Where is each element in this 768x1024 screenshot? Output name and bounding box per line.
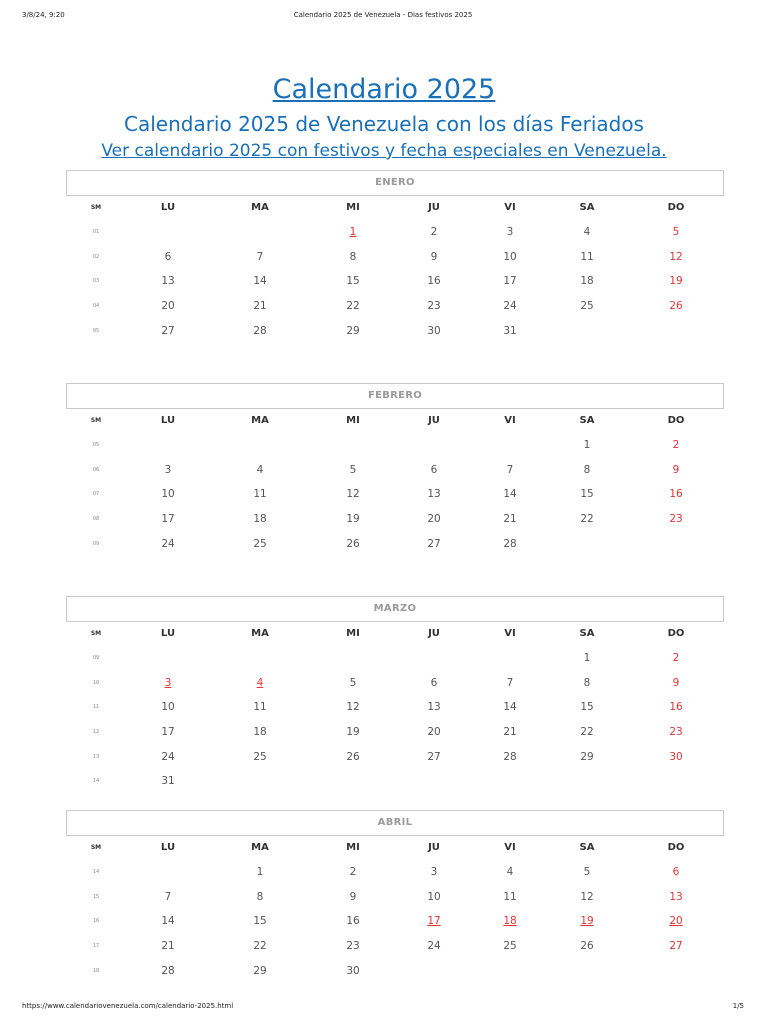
week-number-header: SM — [90, 630, 102, 637]
day-cell: 24 — [161, 750, 175, 763]
weekday-header: LU — [160, 202, 176, 213]
weekday-header: JU — [428, 415, 440, 426]
day-cell: 3 — [164, 463, 172, 476]
day-cell: 13 — [669, 890, 683, 903]
day-cell: 5 — [349, 676, 357, 689]
page-subtitle: Calendario 2025 de Venezuela con los días Feriados — [124, 112, 644, 136]
day-cell: 22 — [580, 513, 594, 526]
day-cell: 19 — [346, 726, 360, 739]
weekday-header: SA — [579, 202, 595, 213]
day-cell: 1 — [256, 866, 264, 878]
weekday-header: JU — [428, 628, 440, 639]
day-cell: 1 — [583, 439, 591, 451]
weekday-header-row — [66, 409, 724, 433]
month-header: MARZO — [66, 596, 724, 622]
weekday-header: VI — [504, 842, 516, 853]
day-cell: 28 — [253, 324, 267, 337]
day-cell: 20 — [427, 726, 441, 739]
day-cell: 31 — [503, 324, 517, 337]
week-row — [66, 959, 724, 984]
day-cell: 15 — [580, 701, 594, 714]
day-cell: 5 — [349, 463, 357, 476]
holiday-day-link[interactable]: 17 — [427, 915, 441, 928]
day-cell: 12 — [669, 250, 683, 263]
week-row — [66, 646, 724, 671]
day-cell: 25 — [253, 750, 267, 763]
weekday-header: VI — [504, 415, 516, 426]
week-number: 07 — [92, 491, 100, 498]
day-cell: 3 — [430, 866, 438, 878]
day-cell: 16 — [669, 488, 683, 501]
day-cell: 16 — [427, 275, 441, 288]
day-cell: 8 — [583, 463, 591, 476]
day-cell: 19 — [669, 275, 683, 288]
day-cell: 9 — [349, 890, 357, 903]
day-cell: 26 — [669, 300, 683, 313]
weekday-header-row — [66, 622, 724, 646]
weekday-header: MA — [251, 415, 269, 426]
day-cell: 31 — [161, 775, 175, 788]
day-cell: 17 — [161, 726, 175, 739]
day-cell: 6 — [672, 866, 680, 878]
day-cell: 11 — [503, 890, 517, 903]
week-row — [66, 507, 724, 532]
week-row — [66, 269, 724, 294]
week-number: 06 — [92, 466, 100, 473]
day-cell: 8 — [583, 676, 591, 689]
day-cell: 8 — [349, 250, 357, 263]
day-cell: 23 — [669, 513, 683, 526]
week-row — [66, 458, 724, 483]
day-cell: 10 — [427, 890, 441, 903]
day-cell: 29 — [580, 750, 594, 763]
day-cell: 19 — [346, 513, 360, 526]
day-cell: 11 — [580, 250, 594, 263]
week-number: 13 — [92, 753, 100, 760]
weekday-header: MI — [346, 415, 360, 426]
weekday-header: MI — [346, 202, 360, 213]
weekday-header: LU — [160, 415, 176, 426]
weekday-header: SA — [579, 415, 595, 426]
day-cell: 22 — [580, 726, 594, 739]
holiday-day-link[interactable]: 20 — [669, 915, 683, 928]
day-cell: 7 — [164, 890, 172, 903]
day-cell: 23 — [669, 726, 683, 739]
day-cell: 24 — [503, 300, 517, 313]
day-cell: 20 — [161, 300, 175, 313]
day-cell: 18 — [253, 513, 267, 526]
day-cell: 5 — [672, 226, 680, 238]
week-number: 09 — [92, 655, 100, 661]
week-number: 18 — [92, 967, 100, 974]
week-number: 12 — [92, 729, 100, 736]
weekday-header: MI — [346, 628, 360, 639]
page-title-link[interactable]: Calendario 2025 — [272, 74, 496, 105]
day-cell: 6 — [430, 463, 438, 476]
festivos-link[interactable]: Ver calendario 2025 con festivos y fecha especiales en Venezuela. — [101, 141, 667, 161]
holiday-day-link[interactable]: 1 — [349, 226, 357, 238]
day-cell: 29 — [253, 964, 267, 977]
print-footer — [22, 1002, 744, 1014]
day-cell: 2 — [430, 226, 438, 238]
print-url: https://www.calendariovenezuela.com/calendario-2025.html — [22, 1002, 234, 1010]
weekday-header: MA — [251, 842, 269, 853]
day-cell: 25 — [580, 300, 594, 313]
month-1 — [66, 383, 724, 556]
weekday-header: LU — [160, 842, 176, 853]
day-cell: 6 — [164, 250, 172, 263]
weekday-header: LU — [160, 628, 176, 639]
day-cell: 13 — [427, 488, 441, 501]
week-number: 01 — [92, 229, 100, 235]
day-cell: 8 — [256, 890, 264, 903]
weekday-header: SA — [579, 628, 595, 639]
week-row — [66, 695, 724, 720]
week-number-header: SM — [90, 204, 102, 211]
holiday-day-link[interactable]: 3 — [164, 676, 172, 689]
day-cell: 18 — [580, 275, 594, 288]
day-cell: 11 — [253, 488, 267, 501]
weekday-header: DO — [667, 202, 685, 213]
weekday-header: DO — [667, 628, 685, 639]
day-cell: 9 — [672, 676, 680, 689]
month-header: ABRIL — [66, 810, 724, 836]
day-cell: 14 — [503, 488, 517, 501]
day-cell: 21 — [503, 513, 517, 526]
day-cell: 3 — [506, 226, 514, 238]
week-number: 08 — [92, 516, 100, 523]
day-cell: 7 — [506, 676, 514, 689]
weekday-header: SA — [579, 842, 595, 853]
day-cell: 17 — [161, 513, 175, 526]
day-cell: 7 — [256, 250, 264, 263]
day-cell: 4 — [506, 866, 514, 878]
week-number: 05 — [92, 442, 100, 448]
holiday-day-link[interactable]: 4 — [256, 676, 264, 689]
day-cell: 16 — [669, 701, 683, 714]
day-cell: 11 — [253, 701, 267, 714]
month-0 — [66, 170, 724, 343]
weekday-header: DO — [667, 842, 685, 853]
day-cell: 21 — [161, 940, 175, 953]
day-cell: 24 — [427, 940, 441, 953]
weekday-header: VI — [504, 202, 516, 213]
week-number-header: SM — [90, 844, 102, 851]
day-cell: 27 — [669, 940, 683, 953]
week-row — [66, 885, 724, 910]
week-row — [66, 860, 724, 885]
holiday-day-link[interactable]: 19 — [580, 915, 594, 928]
print-datetime: 3/8/24, 9:20 — [22, 11, 65, 19]
day-cell: 28 — [503, 750, 517, 763]
month-2 — [66, 596, 724, 794]
weekday-header: MI — [346, 842, 360, 853]
weekday-header: JU — [428, 842, 440, 853]
week-row — [66, 294, 724, 319]
week-number: 14 — [92, 778, 100, 785]
day-cell: 17 — [503, 275, 517, 288]
week-row — [66, 319, 724, 344]
week-number: 16 — [92, 918, 100, 925]
month-header: ENERO — [66, 170, 724, 196]
weekday-header: DO — [667, 415, 685, 426]
week-row — [66, 532, 724, 557]
week-row — [66, 220, 724, 245]
day-cell: 10 — [161, 488, 175, 501]
day-cell: 24 — [161, 537, 175, 550]
day-cell: 6 — [430, 676, 438, 689]
weekday-header: JU — [428, 202, 440, 213]
week-row — [66, 769, 724, 794]
day-cell: 13 — [427, 701, 441, 714]
day-cell: 26 — [346, 750, 360, 763]
day-cell: 12 — [580, 890, 594, 903]
week-number: 17 — [92, 943, 100, 950]
day-cell: 1 — [583, 652, 591, 664]
print-header — [22, 11, 744, 23]
day-cell: 26 — [580, 940, 594, 953]
holiday-day-link[interactable]: 18 — [503, 915, 517, 928]
week-number: 10 — [92, 679, 100, 686]
day-cell: 12 — [346, 488, 360, 501]
week-number: 14 — [92, 869, 100, 875]
week-number-header: SM — [90, 417, 102, 424]
day-cell: 21 — [503, 726, 517, 739]
week-number: 15 — [92, 893, 100, 900]
print-title: Calendario 2025 de Venezuela - Dias festivos 2025 — [293, 11, 473, 19]
day-cell: 4 — [583, 226, 591, 238]
day-cell: 10 — [161, 701, 175, 714]
week-row — [66, 245, 724, 270]
day-cell: 29 — [346, 324, 360, 337]
day-cell: 23 — [346, 940, 360, 953]
week-number: 02 — [92, 253, 100, 260]
day-cell: 12 — [346, 701, 360, 714]
week-number: 04 — [92, 303, 100, 310]
day-cell: 27 — [161, 324, 175, 337]
day-cell: 30 — [346, 964, 360, 977]
day-cell: 13 — [161, 275, 175, 288]
week-number: 09 — [92, 540, 100, 547]
titles — [0, 72, 768, 162]
day-cell: 2 — [349, 866, 357, 878]
day-cell: 14 — [503, 701, 517, 714]
day-cell: 14 — [253, 275, 267, 288]
week-number: 11 — [92, 704, 100, 711]
day-cell: 22 — [346, 300, 360, 313]
weekday-header: MA — [251, 202, 269, 213]
day-cell: 2 — [672, 652, 680, 664]
day-cell: 5 — [583, 866, 591, 878]
week-row — [66, 909, 724, 934]
day-cell: 21 — [253, 300, 267, 313]
weekday-header: VI — [504, 628, 516, 639]
day-cell: 9 — [672, 463, 680, 476]
week-row — [66, 671, 724, 696]
day-cell: 25 — [503, 940, 517, 953]
week-number: 05 — [92, 327, 100, 334]
day-cell: 9 — [430, 250, 438, 263]
day-cell: 18 — [253, 726, 267, 739]
day-cell: 10 — [503, 250, 517, 263]
day-cell: 28 — [503, 537, 517, 550]
day-cell: 25 — [253, 537, 267, 550]
day-cell: 15 — [253, 915, 267, 928]
month-header: FEBRERO — [66, 383, 724, 409]
day-cell: 22 — [253, 940, 267, 953]
day-cell: 30 — [669, 750, 683, 763]
weekday-header-row — [66, 196, 724, 220]
weekday-header: MA — [251, 628, 269, 639]
day-cell: 27 — [427, 750, 441, 763]
weekday-header-row — [66, 836, 724, 860]
day-cell: 4 — [256, 463, 264, 476]
day-cell: 15 — [580, 488, 594, 501]
day-cell: 20 — [427, 513, 441, 526]
day-cell: 7 — [506, 463, 514, 476]
day-cell: 2 — [672, 439, 680, 451]
day-cell: 30 — [427, 324, 441, 337]
day-cell: 15 — [346, 275, 360, 288]
day-cell: 23 — [427, 300, 441, 313]
week-row — [66, 482, 724, 507]
week-row — [66, 433, 724, 458]
week-row — [66, 934, 724, 959]
day-cell: 26 — [346, 537, 360, 550]
week-number: 03 — [92, 278, 100, 285]
month-3 — [66, 810, 724, 983]
week-row — [66, 745, 724, 770]
day-cell: 27 — [427, 537, 441, 550]
week-row — [66, 720, 724, 745]
day-cell: 16 — [346, 915, 360, 928]
day-cell: 28 — [161, 964, 175, 977]
day-cell: 14 — [161, 915, 175, 928]
page-number: 1/5 — [732, 1002, 744, 1010]
